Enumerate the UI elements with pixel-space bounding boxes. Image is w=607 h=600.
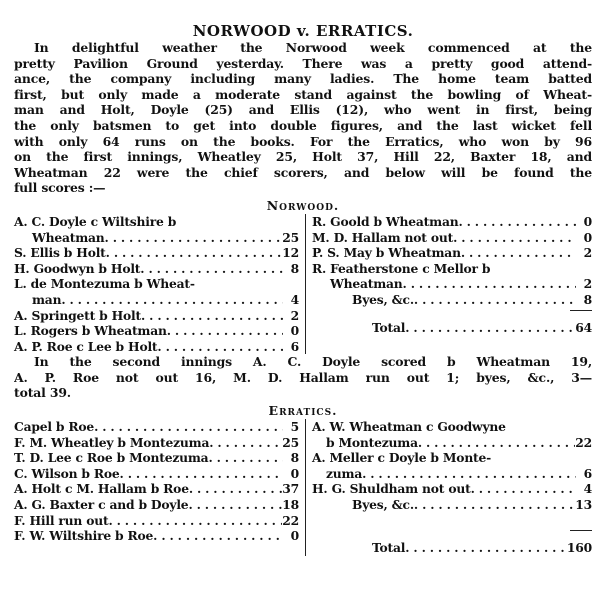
report-line: first, but only made a moderate stand against the bowling of Wheat- <box>14 86 592 102</box>
runs-scored: 18 <box>282 497 299 513</box>
leader-dots <box>362 466 576 482</box>
leader-dots <box>157 339 283 355</box>
batsman-dismissal: A. P. Roe c Lee b Holt <box>14 338 158 354</box>
leader-dots <box>176 214 283 230</box>
leader-dots <box>120 466 283 482</box>
runs-scored <box>576 450 592 466</box>
match-headline: NORWOOD v. ERRATICS. <box>192 22 414 40</box>
total-runs: 64 <box>575 319 592 335</box>
leader-dots <box>458 214 576 230</box>
report-line: Wheatman 22 were the chief scorers, and below will be found the <box>14 164 592 180</box>
runs-scored: 0 <box>583 213 592 229</box>
second-innings-line: A. P. Roe not out 16, M. D. Hallam run out 1; byes, &c., 3— <box>14 369 592 385</box>
leader-dots <box>506 419 576 435</box>
batsman-dismissal: L. de Montezuma b Wheat- <box>14 276 195 292</box>
batsman-dismissal: Wheatman <box>330 276 403 292</box>
runs-scored: 12 <box>282 245 299 261</box>
batting-row <box>312 292 592 308</box>
runs-scored <box>576 419 592 435</box>
leader-dots <box>461 245 576 261</box>
erratics-heading: Erratics. <box>268 403 338 419</box>
batting-row <box>14 466 299 482</box>
leader-dots <box>491 450 576 466</box>
batting-row <box>14 339 299 355</box>
batsman-dismissal: Byes, &c. <box>352 497 414 513</box>
runs-scored <box>283 214 299 230</box>
leader-dots <box>403 276 576 292</box>
batting-row <box>14 276 299 292</box>
runs-scored: 8 <box>583 291 592 307</box>
batting-row <box>14 419 299 435</box>
runs-scored: 13 <box>575 497 592 513</box>
batting-row <box>14 481 299 497</box>
total-row <box>312 540 592 556</box>
leader-dots <box>108 513 282 529</box>
leader-dots <box>453 230 576 246</box>
batting-row <box>312 276 592 292</box>
leader-dots <box>418 435 575 451</box>
batsman-dismissal: F. W. Wiltshire b Roe <box>14 528 154 544</box>
batsman-dismissal: Capel b Roe <box>14 419 95 435</box>
report-line: man and Holt, Doyle (25) and Ellis (12), who went in first, being <box>14 102 592 118</box>
batting-row <box>14 261 299 277</box>
batsman-dismissal: T. D. Lee c Roe b Montezuma <box>14 450 209 466</box>
total-rule <box>312 528 592 534</box>
batting-row <box>312 214 592 230</box>
second-innings-line: In the second innings A. C. Doyle scored b Wheatman 19, <box>34 354 592 370</box>
erratics-scorecard-right-column <box>306 419 592 556</box>
runs-scored: 2 <box>290 307 299 323</box>
leader-dots <box>140 261 283 277</box>
batting-row <box>312 261 592 277</box>
report-line: In delightful weather the Norwood week commenced at the <box>34 40 592 55</box>
runs-scored: 0 <box>290 323 299 339</box>
leader-dots <box>405 540 567 556</box>
norwood-scorecard-left-column <box>14 214 306 354</box>
match-report <box>14 40 592 196</box>
batsman-dismissal: zuma <box>326 465 363 481</box>
leader-dots <box>471 481 576 497</box>
batsman-dismissal: P. S. May b Wheatman <box>312 245 461 261</box>
runs-scored: 0 <box>583 229 592 245</box>
leader-dots <box>209 435 282 451</box>
batsman-dismissal: man <box>32 291 62 307</box>
total-label: Total <box>372 319 406 335</box>
runs-scored: 6 <box>290 338 299 354</box>
leader-dots <box>490 261 576 277</box>
batting-row <box>312 497 592 513</box>
batsman-dismissal: H. G. Shuldham not out <box>312 481 471 497</box>
batting-row <box>14 435 299 451</box>
runs-scored: 6 <box>583 465 592 481</box>
batting-row <box>14 230 299 246</box>
batsman-dismissal: M. D. Hallam not out <box>312 229 454 245</box>
batsman-dismissal: A. Meller c Doyle b Monte- <box>312 450 492 466</box>
batsman-dismissal: R. Featherstone c Mellor b <box>312 260 491 276</box>
runs-scored: 22 <box>282 512 299 528</box>
batting-row <box>14 308 299 324</box>
batting-row <box>14 323 299 339</box>
report-line: with only 64 runs on the books. For the Erratics, who won by 96 <box>14 133 592 149</box>
batsman-dismissal: Wheatman <box>32 229 105 245</box>
runs-scored: 4 <box>583 481 592 497</box>
batting-row <box>14 528 299 544</box>
batting-row <box>312 245 592 261</box>
batsman-dismissal: A. W. Wheatman c Goodwyne <box>312 419 506 435</box>
leader-dots <box>94 419 283 435</box>
leader-dots <box>105 230 283 246</box>
batting-row <box>14 292 299 308</box>
batting-row <box>312 466 592 482</box>
runs-scored <box>576 261 592 277</box>
batting-row <box>312 481 592 497</box>
batsman-dismissal: Byes, &c. <box>352 291 414 307</box>
runs-scored: 25 <box>282 434 299 450</box>
batting-row <box>312 435 592 451</box>
norwood-scorecard <box>14 214 592 354</box>
leader-dots <box>414 497 575 513</box>
erratics-scorecard <box>14 419 592 556</box>
batting-row <box>14 245 299 261</box>
blank-line <box>312 513 592 529</box>
newspaper-clipping <box>14 22 592 556</box>
report-line: full scores :— <box>14 180 106 196</box>
batsman-dismissal: R. Goold b Wheatman <box>312 213 459 229</box>
norwood-scorecard-right-column <box>306 214 592 354</box>
leader-dots <box>106 245 283 261</box>
batsman-dismissal: S. Ellis b Holt <box>14 245 106 261</box>
leader-dots <box>61 292 283 308</box>
batting-row <box>14 214 299 230</box>
leader-dots <box>188 497 282 513</box>
runs-scored: 2 <box>583 245 592 261</box>
report-line: ance, the company including many ladies. The home team batted <box>14 71 592 87</box>
runs-scored: 0 <box>290 528 299 544</box>
total-row <box>312 320 592 336</box>
report-line: the only batsmen to get into double figures, and the last wicket fell <box>14 117 592 133</box>
leader-dots <box>414 292 576 308</box>
runs-scored: 8 <box>290 450 299 466</box>
leader-dots <box>208 450 283 466</box>
second-innings-line: total 39. <box>14 385 71 401</box>
batting-row <box>312 419 592 435</box>
runs-scored: 4 <box>290 291 299 307</box>
leader-dots <box>153 528 283 544</box>
report-line: pretty Pavilion Ground yesterday. There was a pretty good attend- <box>14 55 592 71</box>
total-rule <box>312 308 592 314</box>
norwood-heading: Norwood. <box>266 197 340 213</box>
runs-scored: 8 <box>290 260 299 276</box>
batsman-dismissal: A. C. Doyle c Wiltshire b <box>14 213 177 229</box>
batting-row <box>14 513 299 529</box>
total-label: Total <box>372 540 406 556</box>
batsman-dismissal: A. Springett b Holt <box>14 307 141 323</box>
batsman-dismissal: A. G. Baxter c and b Doyle <box>14 497 189 513</box>
batting-row <box>312 450 592 466</box>
erratics-scorecard-left-column <box>14 419 306 556</box>
leader-dots <box>195 276 283 292</box>
leader-dots <box>141 308 283 324</box>
batsman-dismissal: L. Rogers b Wheatman <box>14 323 167 339</box>
leader-dots <box>405 320 575 336</box>
runs-scored: 5 <box>290 419 299 435</box>
batting-row <box>14 497 299 513</box>
batting-row <box>14 450 299 466</box>
total-runs: 160 <box>566 540 592 556</box>
leader-dots <box>167 323 283 339</box>
batsman-dismissal: F. M. Wheatley b Montezuma <box>14 434 210 450</box>
batsman-dismissal: C. Wilson b Roe <box>14 465 120 481</box>
runs-scored: 25 <box>282 229 299 245</box>
batting-row <box>312 230 592 246</box>
batsman-dismissal: A. Holt c M. Hallam b Roe <box>14 481 189 497</box>
runs-scored: 2 <box>583 276 592 292</box>
runs-scored: 37 <box>282 481 299 497</box>
batsman-dismissal: H. Goodwyn b Holt <box>14 260 141 276</box>
runs-scored <box>283 276 299 292</box>
batsman-dismissal: b Montezuma <box>326 434 418 450</box>
batsman-dismissal: F. Hill run out <box>14 512 109 528</box>
report-line: on the first innings, Wheatley 25, Holt 37, Hill 22, Baxter 18, and <box>14 149 592 165</box>
runs-scored: 22 <box>575 434 592 450</box>
leader-dots <box>189 481 282 497</box>
runs-scored: 0 <box>290 465 299 481</box>
norwood-second-innings <box>14 354 592 401</box>
